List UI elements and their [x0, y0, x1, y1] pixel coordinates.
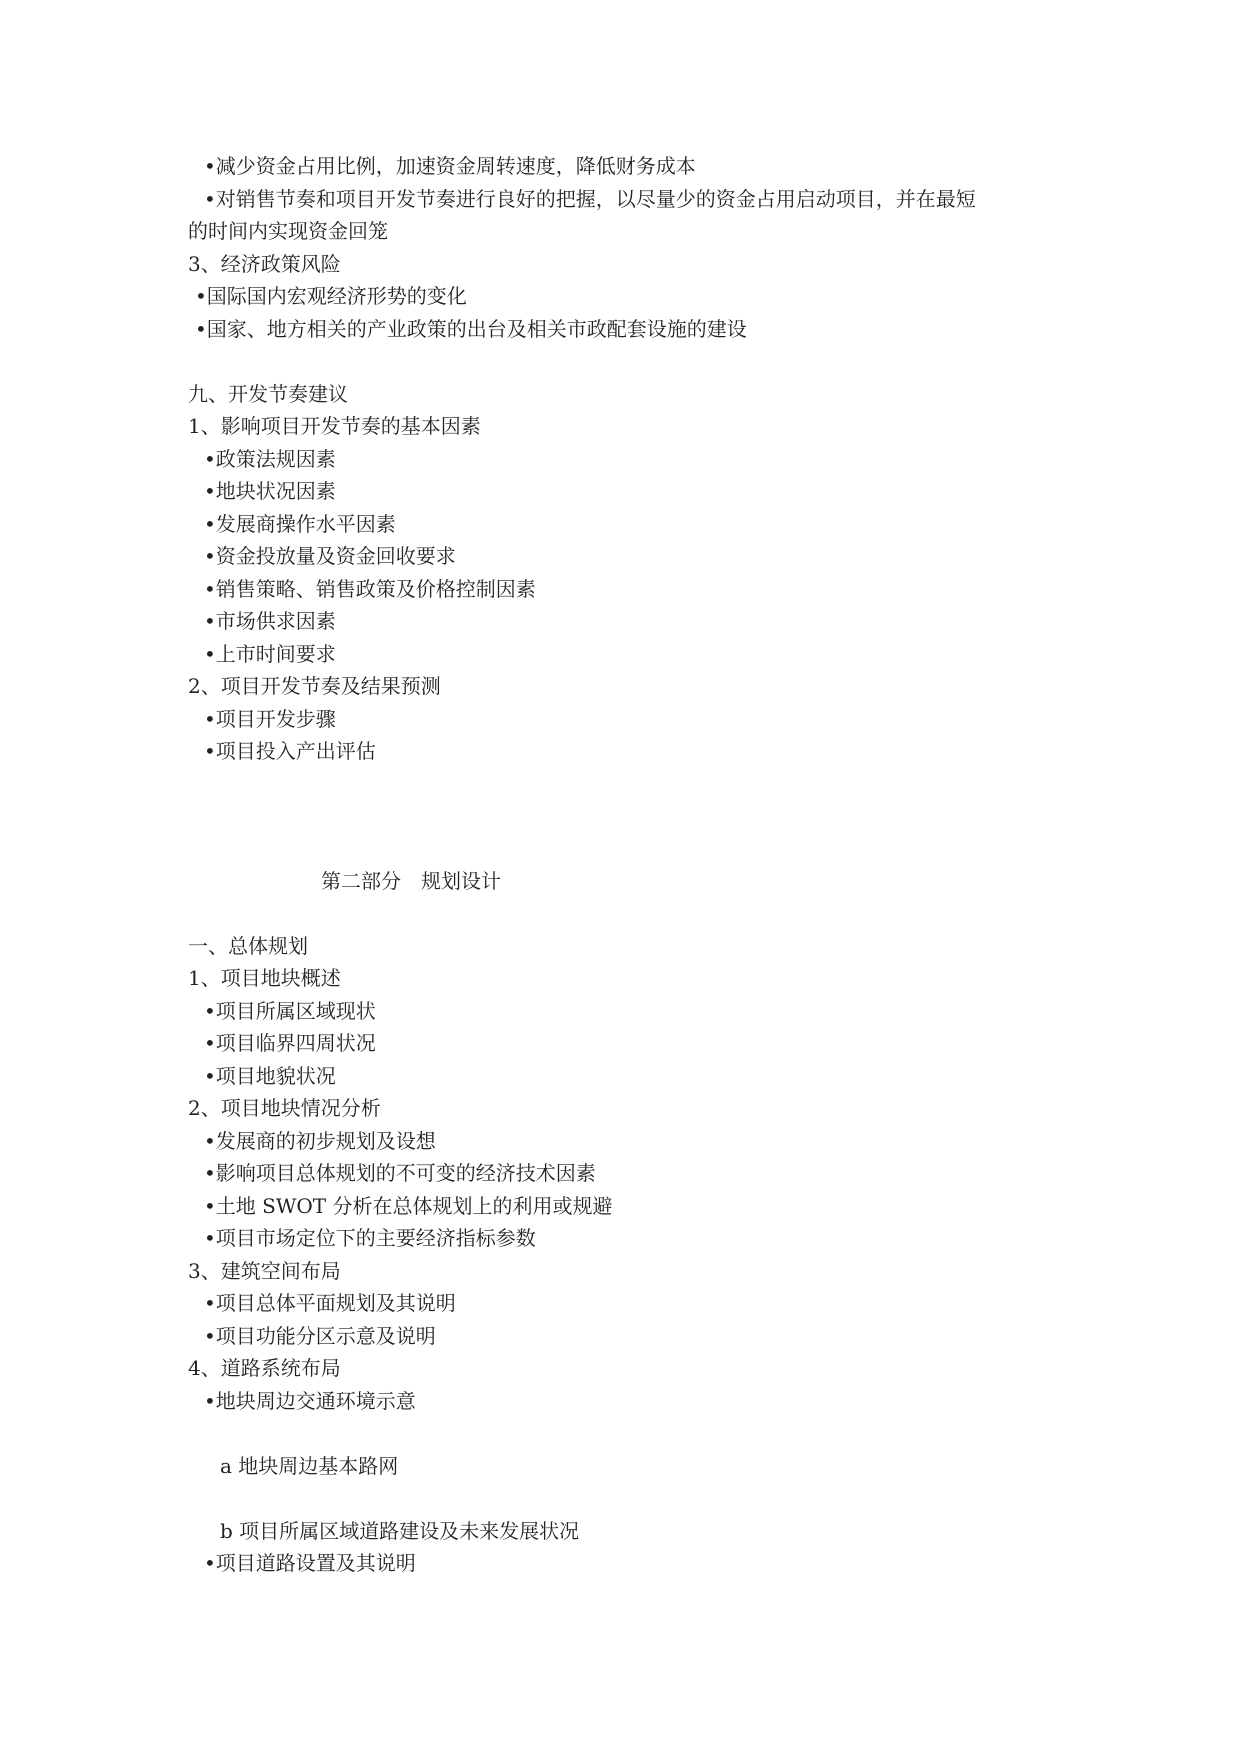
numbered-heading: 2、项目地块情况分析: [188, 1096, 381, 1120]
bullet-line: •政策法规因素: [204, 447, 336, 471]
bullet-line: •项目道路设置及其说明: [204, 1551, 416, 1575]
bullet-line: •国家、地方相关的产业政策的出台及相关市政配套设施的建设: [195, 317, 747, 341]
numbered-heading: 4、道路系统布局: [188, 1356, 341, 1380]
bullet-line: •项目投入产出评估: [204, 739, 376, 763]
bullet-line: •发展商操作水平因素: [204, 512, 396, 536]
numbered-heading: 3、建筑空间布局: [188, 1259, 341, 1283]
numbered-heading: 3、经济政策风险: [188, 252, 341, 276]
bullet-line: •销售策略、销售政策及价格控制因素: [204, 577, 536, 601]
bullet-line: •项目功能分区示意及说明: [204, 1324, 436, 1348]
section-heading: 一、总体规划: [188, 934, 308, 958]
text-line: 的时间内实现资金回笼: [188, 219, 388, 243]
bullet-line: •地块周边交通环境示意: [204, 1389, 416, 1413]
bullet-line: •影响项目总体规划的不可变的经济技术因素: [204, 1161, 596, 1185]
bullet-line: •项目开发步骤: [204, 707, 336, 731]
bullet-line: •项目地貌状况: [204, 1064, 336, 1088]
part-title: 第二部分 规划设计: [321, 869, 501, 893]
bullet-line: •上市时间要求: [204, 642, 336, 666]
bullet-line: •项目所属区域现状: [204, 999, 376, 1023]
numbered-heading: 1、项目地块概述: [188, 966, 341, 990]
bullet-line: •国际国内宏观经济形势的变化: [195, 284, 467, 308]
bullet-line: •项目临界四周状况: [204, 1031, 376, 1055]
bullet-line: •市场供求因素: [204, 609, 336, 633]
bullet-line: •土地 SWOT 分析在总体规划上的利用或规避: [204, 1194, 613, 1218]
section-heading: 九、开发节奏建议: [188, 382, 348, 406]
bullet-line: •发展商的初步规划及设想: [204, 1129, 436, 1153]
numbered-heading: 1、影响项目开发节奏的基本因素: [188, 414, 481, 438]
bullet-line: •减少资金占用比例，加速资金周转速度，降低财务成本: [204, 154, 696, 178]
bullet-line: •项目总体平面规划及其说明: [204, 1291, 456, 1315]
sub-item: b 项目所属区域道路建设及未来发展状况: [220, 1519, 580, 1543]
bullet-line: •项目市场定位下的主要经济指标参数: [204, 1226, 536, 1250]
bullet-line: •对销售节奏和项目开发节奏进行良好的把握，以尽量少的资金占用启动项目，并在最短: [204, 187, 976, 211]
bullet-line: •资金投放量及资金回收要求: [204, 544, 456, 568]
sub-item: a 地块周边基本路网: [220, 1454, 399, 1478]
bullet-line: •地块状况因素: [204, 479, 336, 503]
numbered-heading: 2、项目开发节奏及结果预测: [188, 674, 441, 698]
